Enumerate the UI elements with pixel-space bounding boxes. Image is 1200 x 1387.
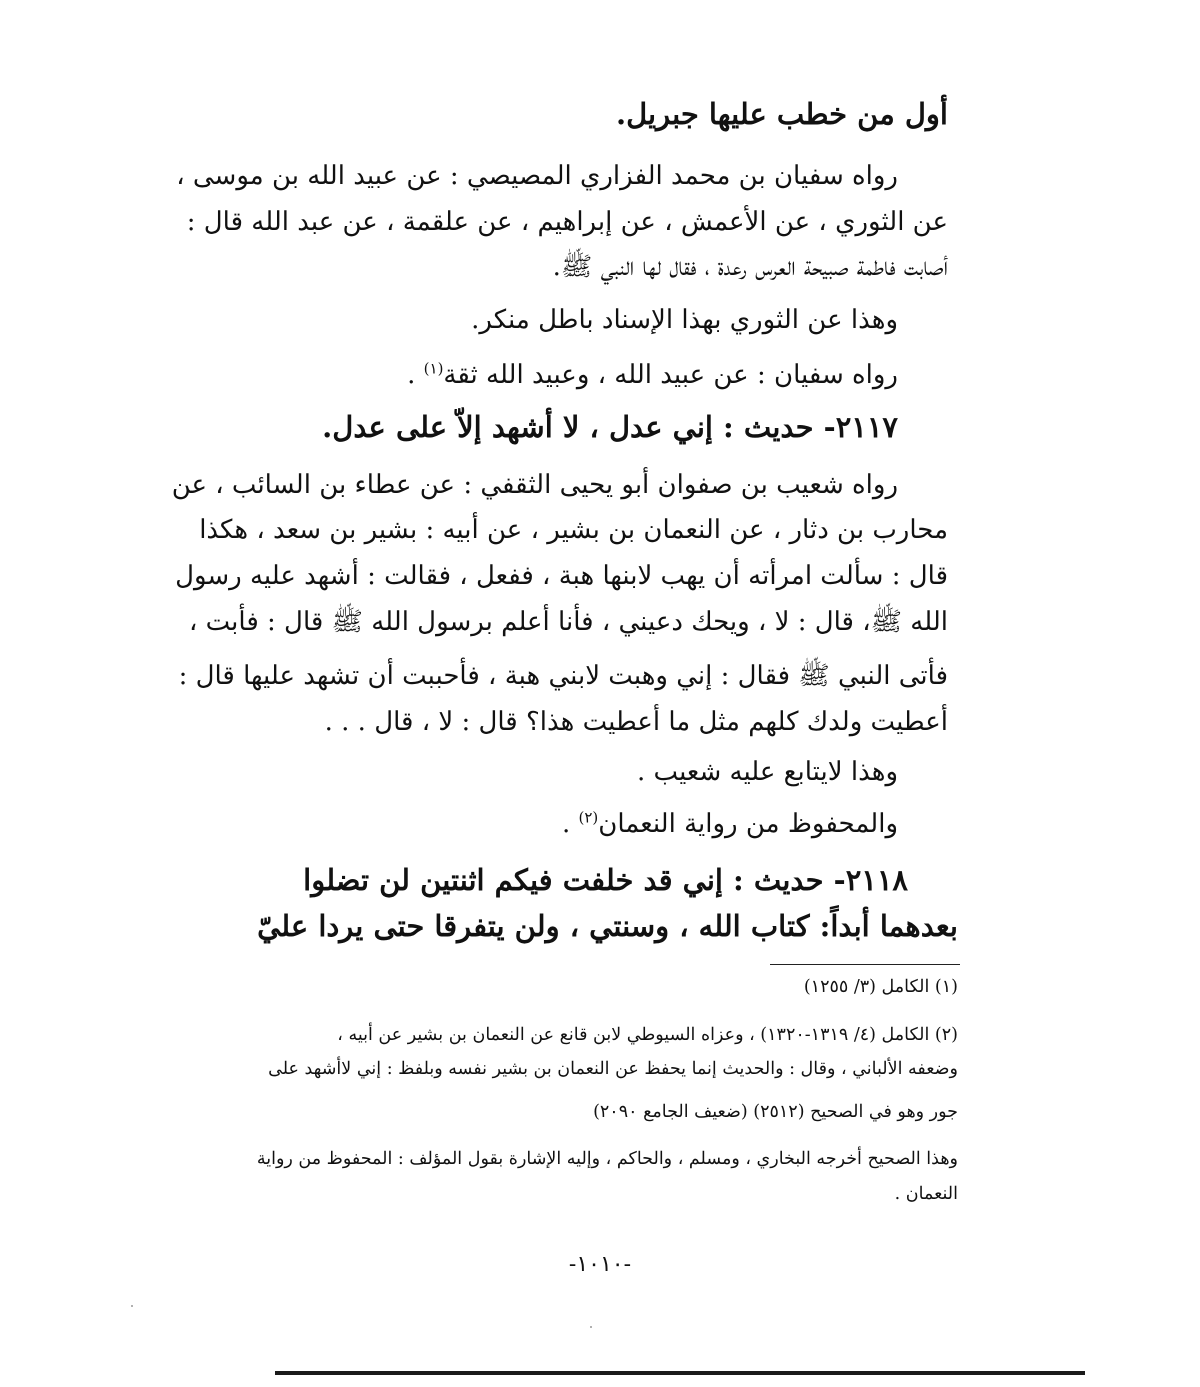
paragraph-text: والمحفوظ من رواية النعمان [598,809,898,839]
paragraph-line: أصابت فاطمة صبيحة العرس رعدة ، فقال لها النبي ﷺ. [552,252,948,282]
hadith-2118-heading-line1: ٢١١٨- حديث : إني قد خلفت فيكم اثنتين لن تضلوا [303,863,908,897]
scan-speck [590,1326,592,1328]
hadith-2118-heading-line2: بعدهما أبداً: كتاب الله ، وسنتي ، ولن يتفرقا حتى يردا عليّ [257,909,958,943]
paragraph-line: محارب بن دثار ، عن النعمان بن بشير ، عن أبيه : بشير بن سعد ، هكذا [199,515,948,545]
footnote-2-line: النعمان . [894,1184,958,1204]
paragraph-line [407,355,898,395]
footnote-2-line: (٢) الكامل (٤/ ١٣١٩-١٣٢٠) ، وعزاه السيوطي لابن قانع عن النعمان بن بشير عن أبيه ، [337,1025,958,1045]
footnote-2-line: وضعفه الألباني ، وقال : والحديث إنما يحفظ عن النعمان بن بشير نفسه وبلفظ : إني لاأشهد على [268,1059,958,1079]
paragraph-text: رواه سفيان : عن عبيد الله ، وعبيد الله ثقة [443,360,898,390]
paragraph-line: عن الثوري ، عن الأعمش ، عن إبراهيم ، عن علقمة ، عن عبد الله قال : [186,207,948,237]
paragraph-text-end: . [407,360,424,390]
paragraph-text-end: . [561,809,579,839]
footnote-2-line: جور وهو في الصحيح (٢٥١٢) (ضعيف الجامع ٢٠٩٠) [593,1102,958,1122]
paragraph-line: أعطيت ولدك كلهم مثل ما أعطيت هذا؟ قال : لا ، قال . . . [324,707,948,737]
hadith-2117-heading: ٢١١٧- حديث : إني عدل ، لا أشهد إلاّ على عدل. [322,410,898,444]
paragraph-line: الله ﷺ، قال : لا ، ويحك دعيني ، فأنا أعلم برسول الله ﷺ قال : فأبت ، [188,607,948,637]
paragraph-line [562,804,898,844]
footnote-1: (١) الكامل (٣/ ١٢٥٥) [803,977,958,997]
scan-bottom-edge [275,1371,1085,1375]
page-number: -١٠١٠- [568,1252,632,1277]
footnote-ref-1: (١) [423,359,444,378]
paragraph-line: رواه شعيب بن صفوان أبو يحيى الثقفي : عن عطاء بن السائب ، عن [171,470,898,500]
scan-speck [131,1305,133,1307]
paragraph-line: فأتى النبي ﷺ فقال : إني وهبت لابني هبة ، فأحببت أن تشهد عليها قال : [178,661,948,691]
section-heading-top: أول من خطب عليها جبريل. [616,97,948,131]
paragraph-line: رواه سفيان بن محمد الفزاري المصيصي : عن عبيد الله بن موسى ، [176,161,898,191]
paragraph-line: وهذا عن الثوري بهذا الإسناد باطل منكر. [471,305,898,335]
paragraph-line: وهذا لايتابع عليه شعيب . [637,757,898,787]
footnote-separator [770,964,960,965]
footnote-ref-2: (٢) [578,808,599,827]
footnote-2-line: وهذا الصحيح أخرجه البخاري ، ومسلم ، والحاكم ، وإليه الإشارة بقول المؤلف : المحفوظ من رواية [256,1149,958,1169]
paragraph-line: قال : سألت امرأته أن يهب لابنها هبة ، ففعل ، فقالت : أشهد عليه رسول [175,561,948,591]
